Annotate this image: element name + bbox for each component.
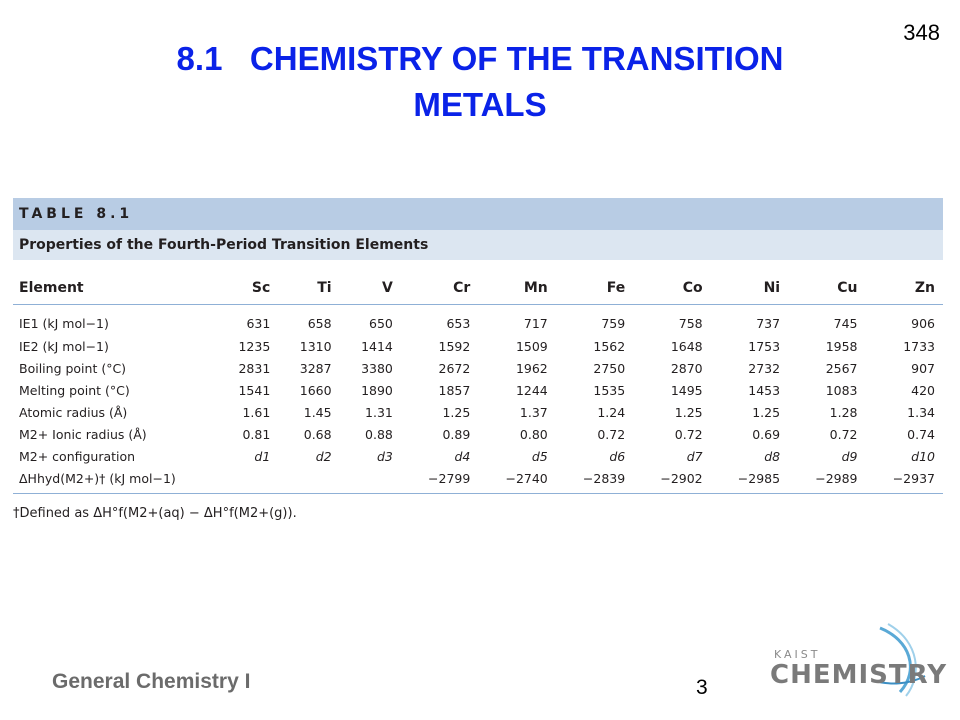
table-cell: d8 <box>764 448 781 464</box>
table-cell: 1414 <box>361 338 393 354</box>
table-cell: 1890 <box>361 382 393 398</box>
table-row <box>13 401 943 423</box>
table-row <box>13 467 943 494</box>
table-cell: 0.74 <box>907 426 935 442</box>
table-cell: 650 <box>369 315 393 331</box>
table-cell: 0.80 <box>519 426 548 442</box>
table-cell: 2672 <box>438 360 471 376</box>
footer-page-number: 3 <box>696 676 708 699</box>
header-ni: Ni <box>763 280 781 296</box>
table-cell: 717 <box>523 315 548 331</box>
table-cell: 1.37 <box>519 404 548 420</box>
header-fe: Fe <box>606 280 626 296</box>
table-body <box>13 305 943 494</box>
table-cell: 2831 <box>238 360 271 376</box>
table-cell: 1660 <box>299 382 332 398</box>
table-cell: 1.45 <box>303 404 332 420</box>
table-cell: 2870 <box>670 360 703 376</box>
header-cr: Cr <box>453 280 471 296</box>
table-cell: 0.68 <box>303 426 332 442</box>
table-cell: 1.28 <box>829 404 858 420</box>
table-cell: 1592 <box>438 338 471 354</box>
course-name: General Chemistry I <box>52 670 251 693</box>
page-number: 348 <box>903 20 940 45</box>
table-cell: 1244 <box>515 382 548 398</box>
logo-big-text: CHEMISTRY <box>770 660 948 690</box>
table-cell: 745 <box>833 315 858 331</box>
row-label: IE2 (kJ mol−1) <box>19 338 109 354</box>
table-cell: d2 <box>315 448 332 464</box>
table-cell: 0.72 <box>597 426 626 442</box>
table-cell: 0.72 <box>674 426 703 442</box>
table-caption: Properties of the Fourth-Period Transition Elements <box>13 230 943 260</box>
table-cell: −2902 <box>660 470 703 486</box>
title-line-2: METALS <box>413 86 547 123</box>
table-cell: 1310 <box>299 338 332 354</box>
table-cell: 631 <box>246 315 271 331</box>
table-cell: 1235 <box>238 338 271 354</box>
table-cell: 1962 <box>515 360 548 376</box>
table-row <box>13 379 943 401</box>
data-table <box>13 272 943 494</box>
row-label: Boiling point (°C) <box>19 360 127 376</box>
table-cell: 2732 <box>748 360 781 376</box>
table-cell: 906 <box>911 315 935 331</box>
table-row <box>13 305 943 336</box>
table-cell: 1.25 <box>674 404 703 420</box>
header-v: V <box>382 280 393 296</box>
table-cell: 1.34 <box>907 404 935 420</box>
kaist-chemistry-logo <box>760 620 948 700</box>
table-cell: d3 <box>377 448 393 464</box>
row-label: Melting point (°C) <box>19 382 130 398</box>
table-cell: 658 <box>307 315 332 331</box>
table-cell: 1.25 <box>752 404 781 420</box>
header-ti: Ti <box>317 280 332 296</box>
table-cell: 1509 <box>515 338 548 354</box>
table-row <box>13 335 943 357</box>
table-cell: d9 <box>841 448 858 464</box>
table-row <box>13 357 943 379</box>
table-header-row <box>13 272 943 305</box>
table-cell: −2799 <box>428 470 471 486</box>
table-cell: d1 <box>254 448 271 464</box>
header-cu: Cu <box>837 280 858 296</box>
table-cell: −2989 <box>815 470 858 486</box>
table-cell: 0.89 <box>442 426 471 442</box>
title-line-1: 8.1 CHEMISTRY OF THE TRANSITION <box>176 40 784 77</box>
table-cell: 759 <box>601 315 626 331</box>
table-cell: 3287 <box>299 360 332 376</box>
header-co: Co <box>682 280 703 296</box>
table-cell: 907 <box>911 360 935 376</box>
row-label: Atomic radius (Å) <box>19 404 128 420</box>
header-zn: Zn <box>914 280 935 296</box>
table-cell: 1753 <box>748 338 781 354</box>
table-cell: −2985 <box>737 470 781 486</box>
table-cell: 1562 <box>593 338 626 354</box>
header-sc: Sc <box>251 280 271 296</box>
table-cell <box>340 467 401 494</box>
table-cell: 1857 <box>438 382 471 398</box>
table-cell: 1.24 <box>597 404 626 420</box>
table-cell: 1958 <box>825 338 858 354</box>
table-cell: 1.31 <box>365 404 393 420</box>
table-cell: 1.25 <box>442 404 471 420</box>
table-cell: 0.72 <box>829 426 858 442</box>
table-cell <box>217 467 278 494</box>
table-cell: 420 <box>911 382 935 398</box>
table-cell: d5 <box>531 448 548 464</box>
table-row <box>13 423 943 445</box>
table-cell: 1648 <box>670 338 703 354</box>
table-cell: 1453 <box>748 382 781 398</box>
table-cell <box>278 467 339 494</box>
table-cell: 1535 <box>593 382 626 398</box>
table-cell: 653 <box>446 315 471 331</box>
table-cell: d10 <box>911 448 935 464</box>
table-cell: 1083 <box>825 382 858 398</box>
slide-title <box>0 36 960 128</box>
row-label: ΔHhyd(M2+)† (kJ mol−1) <box>19 470 176 486</box>
table-cell: d4 <box>454 448 471 464</box>
table-cell: 2567 <box>825 360 858 376</box>
row-label: M2+ configuration <box>19 448 136 464</box>
table-cell: 1733 <box>903 338 935 354</box>
table-cell: 758 <box>678 315 703 331</box>
table-cell: 0.88 <box>365 426 393 442</box>
table-cell: 1541 <box>238 382 271 398</box>
table-label: TABLE 8.1 <box>13 198 943 230</box>
table-footnote: †Defined as ΔH°f(M2+(aq) − ΔH°f(M2+(g)). <box>13 506 297 521</box>
table-cell: −2839 <box>582 470 626 486</box>
row-label: IE1 (kJ mol−1) <box>19 315 109 331</box>
table-cell: 1.61 <box>242 404 271 420</box>
table-cell: 2750 <box>593 360 626 376</box>
table-cell: 737 <box>756 315 781 331</box>
table-row <box>13 445 943 467</box>
row-label: M2+ Ionic radius (Å) <box>19 426 147 442</box>
header-mn: Mn <box>523 280 548 296</box>
header-element: Element <box>19 280 84 296</box>
table-cell: 0.81 <box>242 426 271 442</box>
properties-table <box>13 198 943 494</box>
table-cell: d7 <box>686 448 703 464</box>
table-cell: d6 <box>609 448 626 464</box>
table-cell: 1495 <box>670 382 703 398</box>
table-cell: −2937 <box>892 470 935 486</box>
table-cell: 0.69 <box>752 426 781 442</box>
logo-small-text: KAIST <box>774 648 821 661</box>
table-cell: −2740 <box>505 470 548 486</box>
table-cell: 3380 <box>361 360 393 376</box>
